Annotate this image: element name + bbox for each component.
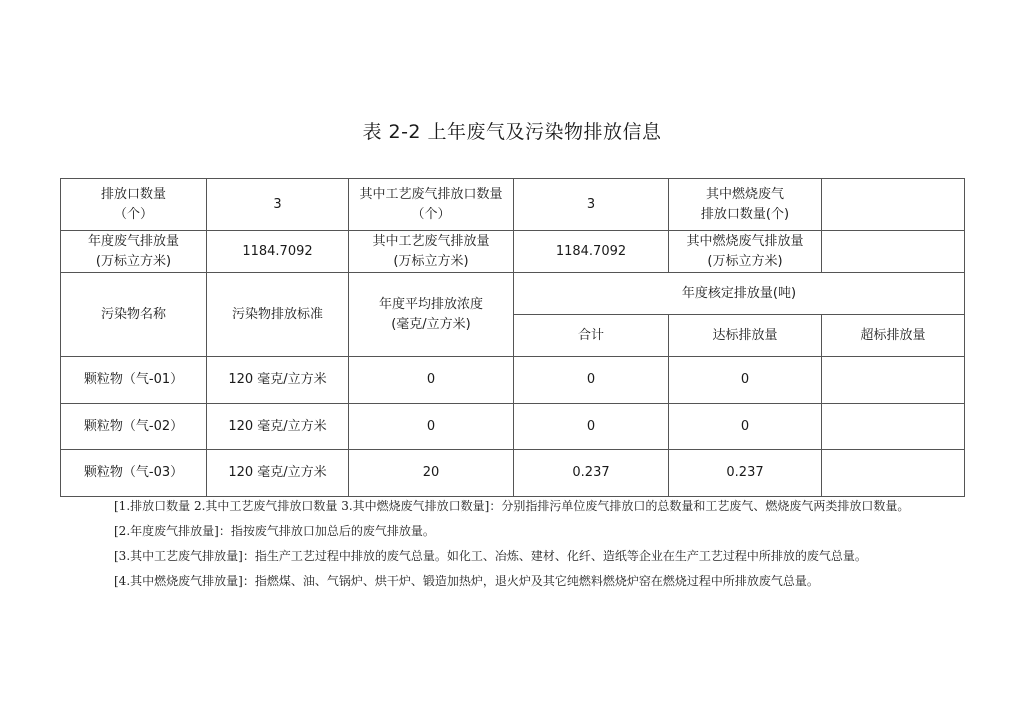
pollutant-standard: 120 毫克/立方米 <box>207 450 349 497</box>
pollutant-avg: 20 <box>349 450 514 497</box>
pollutant-avg: 0 <box>349 357 514 404</box>
pollutant-total: 0 <box>514 404 669 450</box>
table-header-row <box>61 273 965 315</box>
pollutant-total: 0 <box>514 357 669 404</box>
note-item: [3.其中工艺废气排放量]：指生产工艺过程中排放的废气总量。如化工、冶炼、建材、化纤、造纸等企业在生产工艺过程中所排放的废气总量。 <box>114 549 867 563</box>
table-row <box>61 357 965 404</box>
outlet-count-value: 3 <box>207 179 349 231</box>
pollutant-exceed <box>822 357 965 404</box>
pollutant-standard: 120 毫克/立方米 <box>207 357 349 404</box>
note-item: [2.年度废气排放量]：指按废气排放口加总后的废气排放量。 <box>114 524 435 538</box>
table-row <box>61 404 965 450</box>
combustion-outlet-count-value <box>822 179 965 231</box>
table-row <box>61 231 965 273</box>
process-outlet-count-label: 其中工艺废气排放口数量 （个） <box>349 179 514 231</box>
pollutant-name: 颗粒物（气-03） <box>61 450 207 497</box>
note-item: [4.其中燃烧废气排放量]：指燃煤、油、气锅炉、烘干炉、锻造加热炉，退火炉及其它纯燃料燃烧炉窑在燃烧过程中所排放废气总量。 <box>114 574 819 588</box>
pollutant-exceed <box>822 450 965 497</box>
note-item: [1.排放口数量 2.其中工艺废气排放口数量 3.其中燃烧废气排放口数量]：分别指排污单位废气排放口的总数量和工艺废气、燃烧废气两类排放口数量。 <box>114 499 910 513</box>
compliant-header: 达标排放量 <box>669 315 822 357</box>
pollutant-total: 0.237 <box>514 450 669 497</box>
pollutant-name: 颗粒物（气-02） <box>61 404 207 450</box>
table-notes <box>88 494 950 594</box>
table-row <box>61 179 965 231</box>
emission-info-table <box>60 178 965 497</box>
outlet-count-label: 排放口数量 （个） <box>61 179 207 231</box>
process-emission-value: 1184.7092 <box>514 231 669 273</box>
process-emission-label: 其中工艺废气排放量 (万标立方米) <box>349 231 514 273</box>
annual-emission-value: 1184.7092 <box>207 231 349 273</box>
pollutant-name: 颗粒物（气-01） <box>61 357 207 404</box>
pollutant-exceed <box>822 404 965 450</box>
combustion-emission-label: 其中燃烧废气排放量 (万标立方米) <box>669 231 822 273</box>
pollutant-name-header: 污染物名称 <box>61 273 207 357</box>
total-header: 合计 <box>514 315 669 357</box>
pollutant-compliant: 0 <box>669 404 822 450</box>
pollutant-compliant: 0 <box>669 357 822 404</box>
pollutant-standard: 120 毫克/立方米 <box>207 404 349 450</box>
pollutant-avg: 0 <box>349 404 514 450</box>
avg-concentration-header: 年度平均排放浓度 (毫克/立方米) <box>349 273 514 357</box>
annual-emission-label: 年度废气排放量 (万标立方米) <box>61 231 207 273</box>
pollutant-compliant: 0.237 <box>669 450 822 497</box>
process-outlet-count-value: 3 <box>514 179 669 231</box>
table-row <box>61 450 965 497</box>
combustion-outlet-count-label: 其中燃烧废气 排放口数量(个) <box>669 179 822 231</box>
page-title: 表 2-2 上年废气及污染物排放信息 <box>362 121 662 143</box>
exceed-header: 超标排放量 <box>822 315 965 357</box>
combustion-emission-value <box>822 231 965 273</box>
standard-header: 污染物排放标准 <box>207 273 349 357</box>
approved-emission-header: 年度核定排放量(吨) <box>514 273 965 315</box>
